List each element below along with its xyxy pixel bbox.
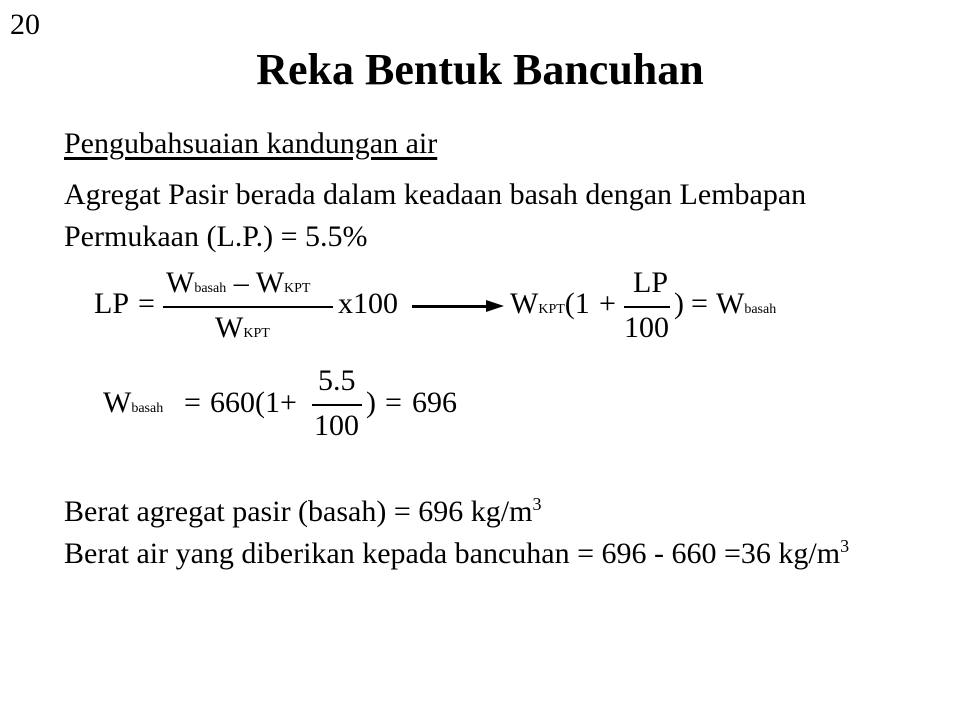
formula3-lhs bbox=[103, 386, 163, 420]
formula1-numerator bbox=[166, 266, 310, 300]
formula3-frac-num: 5.5 bbox=[318, 364, 356, 397]
formula2-equals: = bbox=[691, 287, 708, 320]
formula3-frac-den: 100 bbox=[314, 409, 359, 442]
formula2-plus: + bbox=[599, 287, 616, 320]
denominator-sub: KPT bbox=[243, 326, 270, 341]
result-line-aggregate-weight bbox=[64, 495, 541, 529]
formula1-equals: = bbox=[138, 287, 155, 320]
page-title: Reka Bentuk Bancuhan bbox=[256, 45, 704, 94]
formula3-equals: = bbox=[184, 386, 201, 419]
formula2-rhs-w: W bbox=[716, 287, 745, 320]
formula1-fraction-bar bbox=[163, 306, 333, 308]
formula2-rhs bbox=[716, 287, 776, 321]
formula3-part1: 660(1+ bbox=[210, 386, 297, 419]
result-line-2-text: Berat air yang diberikan kepada bancuhan = 696 - 660 =36 kg/m bbox=[64, 537, 841, 570]
section-heading: Pengubahsuaian kandungan air bbox=[64, 127, 438, 160]
formula2-frac-num: LP bbox=[633, 266, 669, 299]
numerator-sub1: basah bbox=[194, 281, 227, 296]
formula3-close: ) bbox=[366, 386, 376, 419]
result-line-water-weight bbox=[64, 537, 849, 571]
formula2-fraction-bar bbox=[624, 306, 670, 308]
numerator-w1: W bbox=[166, 266, 195, 299]
formula3-sub: basah bbox=[131, 401, 164, 416]
formula3-equals-2: = bbox=[385, 386, 402, 419]
numerator-sub2: KPT bbox=[284, 281, 311, 296]
description-paragraph bbox=[64, 174, 806, 258]
description-line-1: Agregat Pasir berada dalam keadaan basah dengan Lembapan bbox=[64, 178, 807, 211]
formula1-denominator bbox=[215, 311, 270, 345]
formula2-lhs bbox=[510, 287, 590, 321]
result-line-1-sup: 3 bbox=[532, 494, 542, 514]
formula2-w: W bbox=[510, 287, 539, 320]
formula2-open: (1 bbox=[564, 287, 590, 320]
description-line-2: Permukaan (L.P.) = 5.5% bbox=[64, 220, 368, 253]
result-line-1-text: Berat agregat pasir (basah) = 696 kg/m bbox=[64, 495, 533, 528]
formula2-close: ) bbox=[674, 287, 684, 320]
numerator-w2: W bbox=[255, 266, 285, 299]
formula1-lhs: LP bbox=[94, 287, 130, 320]
formula3-fraction-bar bbox=[312, 404, 362, 406]
formula2-rhs-sub: basah bbox=[744, 302, 777, 317]
formula1-multiplier: x100 bbox=[338, 287, 398, 320]
formula2-frac-den: 100 bbox=[624, 311, 669, 344]
formula3-w: W bbox=[103, 386, 132, 419]
denominator-w: W bbox=[215, 311, 244, 344]
formula3-result: 696 bbox=[412, 386, 457, 419]
numerator-minus: – bbox=[233, 266, 249, 299]
formula2-sub: KPT bbox=[538, 302, 565, 317]
result-line-2-sup: 3 bbox=[840, 536, 850, 556]
page-number: 20 bbox=[10, 8, 40, 41]
